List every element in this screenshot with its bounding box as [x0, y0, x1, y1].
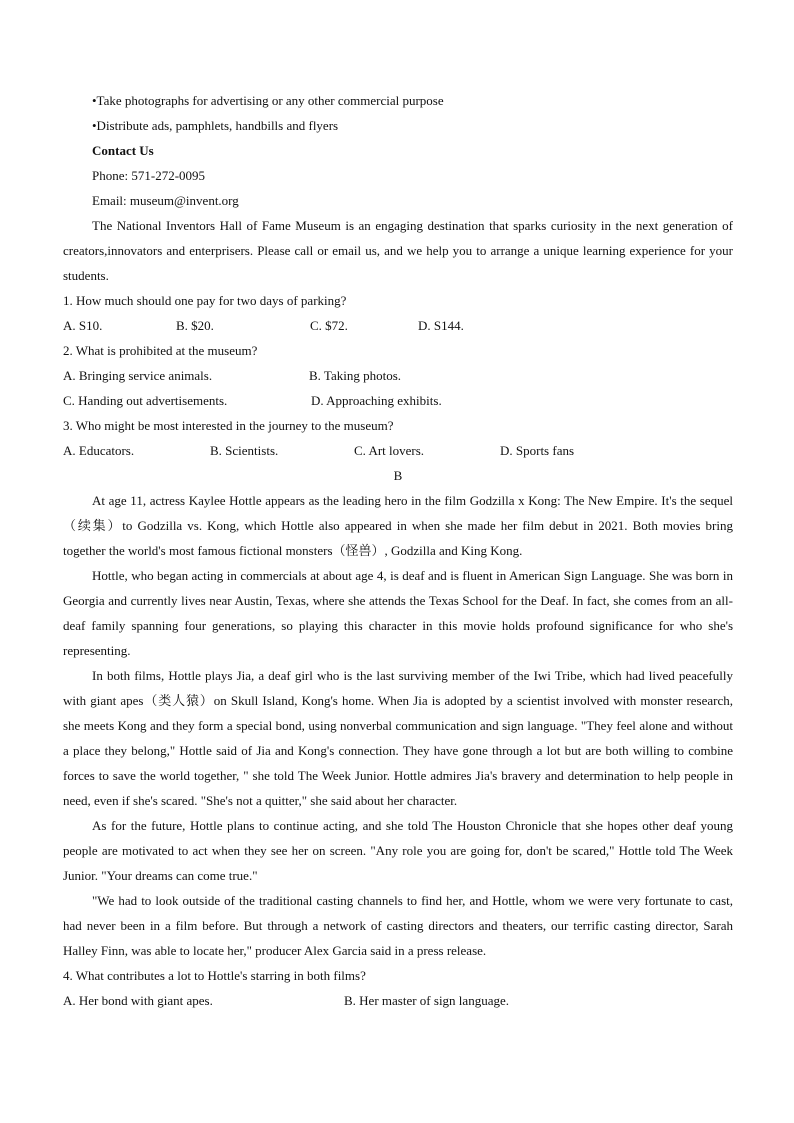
option: A. Bringing service animals.	[63, 368, 213, 383]
question-2: 2. What is prohibited at the museum?	[63, 343, 258, 358]
list-item: •Distribute ads, pamphlets, handbills and flyers	[92, 118, 339, 133]
passage-paragraph: As for the future, Hottle plans to continue acting, and she told The Houston Chronicle that she hopes other deaf young people are motivated to act when they see her on screen. "Any role you are going for, don't be scared," Hottle told The Week Junior. "Your dreams can come true."	[63, 818, 733, 883]
option: B. Her master of sign language.	[344, 993, 509, 1008]
option: B. Scientists.	[210, 443, 279, 458]
option: B. $20.	[176, 318, 214, 333]
museum-paragraph: The National Inventors Hall of Fame Museum is an engaging destination that sparks curiosity in the next generation of creators,innovators and enterprisers. Please call or email us, and we help you to arrange a unique learning experience for your students.	[63, 218, 733, 283]
option: A. Her bond with giant apes.	[63, 993, 213, 1008]
contact-phone: Phone: 571-272-0095	[92, 168, 206, 183]
option: A. S10.	[63, 318, 103, 333]
option: C. Art lovers.	[354, 443, 425, 458]
option: D. Sports fans	[500, 443, 575, 458]
option: D. S144.	[418, 318, 464, 333]
passage-paragraph: At age 11, actress Kaylee Hottle appears as the leading hero in the film Godzilla x Kong: The New Empire. It's the sequel（续集）to Godzilla vs. Kong, which Hottle also appeared in when she made her film debut in 2021. Both movies bring together the world's most famous fictional monsters（怪兽）, Godzilla and King Kong.	[63, 493, 733, 558]
question-1-options	[63, 313, 733, 338]
option: D. Approaching exhibits.	[311, 393, 442, 408]
question-4: 4. What contributes a lot to Hottle's starring in both films?	[63, 968, 366, 983]
question-3: 3. Who might be most interested in the journey to the museum?	[63, 418, 394, 433]
document-page	[63, 88, 733, 1013]
option: C. Handing out advertisements.	[63, 393, 228, 408]
question-2-options	[63, 363, 733, 388]
contact-email: Email: museum@invent.org	[92, 193, 239, 208]
passage-paragraph: Hottle, who began acting in commercials at about age 4, is deaf and is fluent in American Sign Language. She was born in Georgia and currently lives near Austin, Texas, where she attends the Texas School for the Deaf. In fact, she comes from an all-deaf family spanning four generations, so playing this character in this movie holds profound significance for who she's representing.	[63, 568, 733, 658]
question-2-options	[63, 388, 733, 413]
option: C. $72.	[310, 318, 348, 333]
contact-heading: Contact Us	[92, 143, 154, 158]
option: A. Educators.	[63, 443, 135, 458]
list-item: •Take photographs for advertising or any other commercial purpose	[92, 93, 444, 108]
passage-paragraph: "We had to look outside of the traditional casting channels to find her, and Hottle, whom we were very fortunate to cast, had never been in a film before. But through a network of casting directors and theaters, our terrific casting director, Sarah Halley Finn, was able to locate her," producer Alex Garcia said in a press release.	[63, 893, 733, 958]
option: B. Taking photos.	[309, 368, 402, 383]
question-4-options	[63, 988, 733, 1013]
passage-paragraph: In both films, Hottle plays Jia, a deaf girl who is the last surviving member of the Iwi Tribe, which had lived peacefully with giant apes（类人猿）on Skull Island, Kong's home. When Jia is adopted by a scientist involved with monster research, she meets Kong and they form a special bond, using nonverbal communication and sign language. "They feel alone and without a place they belong," Hottle said of Jia and Kong's connection. They have gone through a lot but are both willing to combine forces to save the world together, " she told The Week Junior. Hottle admires Jia's bravery and determination to help people in need, even if she's scared. "She's not a quitter," she said about her character.	[63, 668, 733, 808]
section-b-label: B	[393, 468, 403, 483]
question-3-options	[63, 438, 733, 463]
question-1: 1. How much should one pay for two days of parking?	[63, 293, 347, 308]
